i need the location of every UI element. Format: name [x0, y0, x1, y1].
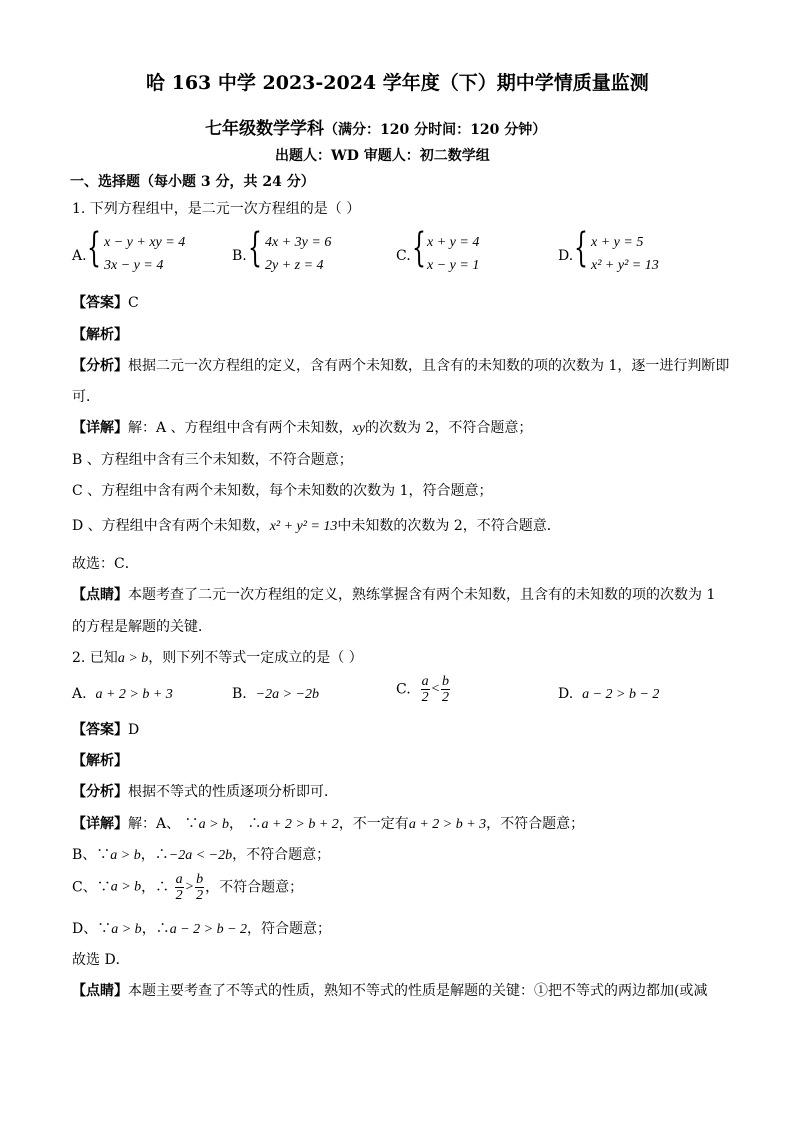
text: 的次数为 2，不符合题意；: [365, 420, 533, 436]
q2-fenxi: [72, 782, 338, 802]
brace-icon: {: [574, 225, 588, 271]
math: a + 2 > b + 3: [408, 817, 487, 832]
option-label: C.: [396, 681, 411, 698]
equation: x − y + xy = 4: [104, 235, 186, 250]
math: a − 2 > b − 2: [582, 687, 660, 702]
text: ， ∴: [229, 816, 262, 832]
q2-answer: [72, 720, 139, 740]
math: a + 2 > b + 3: [95, 687, 173, 702]
authors-line: 出题人：WD 审题人：初二数学组: [275, 148, 490, 164]
text: ，∴: [140, 847, 169, 863]
q1-choose: 故选：C．: [72, 556, 139, 572]
text: ，不符合题意；: [205, 879, 304, 896]
option-label: C.: [396, 248, 411, 264]
text: ，符合题意；: [247, 921, 332, 937]
math: a − 2 > b − 2: [169, 922, 248, 937]
option-label: B.: [232, 248, 247, 264]
option-label: A.: [72, 686, 87, 702]
q2-detail-b: [72, 845, 330, 866]
numerator: b: [442, 674, 450, 689]
text: ，不符合题意；: [486, 816, 585, 832]
q1-stem: 1. 下列方程组中，是二元一次方程组的是（ ）: [72, 201, 361, 217]
q1-dianjing-cont: 的方程是解题的关键．: [72, 619, 212, 635]
fenxi-tag: 【分析】: [72, 784, 128, 800]
fraction: [421, 674, 430, 705]
operator: <: [430, 681, 441, 697]
q2-detail-c: [72, 872, 303, 903]
equation: 3x − y = 4: [104, 258, 164, 273]
fraction: [441, 674, 450, 705]
text: 解：A 、方程组中含有两个未知数，: [128, 420, 353, 436]
q1-detail-d: [72, 516, 561, 537]
q1-detail-c: C 、方程组中含有两个未知数，每个未知数的次数为 1，符合题意；: [72, 483, 493, 499]
q1-dianjing: [72, 585, 715, 605]
q1-detail-a: [72, 418, 532, 439]
fraction: [175, 872, 184, 903]
dianjing-tag: 【点睛】: [72, 587, 128, 603]
numerator: b: [196, 872, 204, 887]
math: xy: [352, 421, 365, 436]
exam-note: （满分：120 分时间：120 分钟）: [324, 122, 547, 138]
dianjing-text: 本题主要考查了不等式的性质，熟知不等式的性质是解题的关键：①把不等式的两边都加(或减: [128, 983, 708, 999]
option-label: D.: [558, 248, 574, 264]
text: 2. 已知: [72, 650, 118, 666]
denominator: 2: [421, 690, 429, 705]
math: a > b: [111, 922, 142, 937]
q1-fenxi: [72, 356, 729, 376]
fenxi-text: 根据不等式的性质逐项分析即可．: [128, 784, 338, 800]
math: −2a > −2b: [255, 687, 319, 702]
subject-title: 七年级数学学科: [205, 119, 324, 139]
denominator: 2: [196, 888, 204, 903]
text: ，∴: [141, 879, 170, 896]
answer-value: C: [128, 295, 139, 311]
brace-icon: {: [248, 225, 262, 271]
q1-fenxi-cont: 可．: [72, 389, 100, 405]
detail-tag: 【详解】: [72, 420, 128, 436]
brace-icon: {: [87, 225, 101, 271]
option-label: B.: [232, 686, 247, 702]
denominator: 2: [175, 888, 183, 903]
equation: x² + y² = 13: [591, 258, 659, 273]
q2-option-c: [396, 674, 451, 705]
math: a > b: [198, 817, 230, 832]
answer-tag: 【答案】: [72, 722, 128, 738]
q2-analysis-tag: 【解析】: [72, 753, 128, 769]
dianjing-text: 本题考查了二元一次方程组的定义，熟练掌握含有两个未知数，且含有的未知数的项的次数为 1: [128, 587, 716, 603]
q1-detail-b: B 、方程组中含有三个未知数，不符合题意；: [72, 452, 353, 468]
page-subtitle: [205, 114, 546, 139]
q2-choose: 故选 D．: [72, 952, 130, 968]
fenxi-text: 根据二元一次方程组的定义，含有两个未知数，且含有的未知数的项的次数为 1，逐一进行判断即: [128, 358, 730, 374]
math: a > b: [110, 848, 141, 863]
option-label: D.: [558, 686, 574, 702]
q1-answer: [72, 293, 139, 313]
q2-detail-d: [72, 919, 331, 940]
fraction: [195, 872, 204, 903]
q2-dianjing: [72, 981, 707, 1001]
text: ，不符合题意；: [232, 847, 331, 863]
text: ，则下列不等式一定成立的是（ ）: [148, 650, 363, 666]
math: −2a < −2b: [168, 848, 233, 863]
option-label: A.: [72, 248, 87, 264]
text: C、∵: [72, 879, 111, 896]
q2-stem: [72, 648, 363, 669]
answer-value: D: [128, 722, 140, 738]
numerator: a: [421, 674, 429, 689]
equation: x + y = 5: [591, 235, 644, 250]
text: ，∴: [141, 921, 170, 937]
q2-option-a: [72, 684, 173, 705]
text: ，不一定有: [338, 816, 409, 832]
q1-analysis-tag: 【解析】: [72, 327, 128, 343]
brace-icon: {: [412, 225, 426, 271]
page-title: 哈 163 中学 2023-2024 学年度（下）期中学情质量监测: [146, 72, 649, 94]
text: D 、方程组中含有两个未知数，: [72, 518, 270, 534]
equation: 4x + 3y = 6: [265, 235, 332, 250]
math: a > b: [110, 879, 142, 895]
dianjing-tag: 【点睛】: [72, 983, 128, 999]
answer-tag: 【答案】: [72, 295, 128, 311]
q2-option-d: [558, 684, 659, 705]
equation: 2y + z = 4: [265, 258, 324, 273]
text: B、∵: [72, 847, 111, 863]
math: a > b: [117, 651, 149, 666]
operator: >: [184, 879, 195, 895]
math: x² + y² = 13: [269, 519, 338, 534]
equation: x + y = 4: [427, 235, 480, 250]
numerator: a: [175, 872, 183, 887]
section-heading: 一、选择题（每小题 3 分，共 24 分）: [70, 174, 315, 190]
fenxi-tag: 【分析】: [72, 358, 128, 374]
text: 解：A、 ∵: [128, 816, 199, 832]
math: a + 2 > b + 2: [261, 817, 339, 832]
denominator: 2: [442, 690, 450, 705]
q2-detail-a: [72, 814, 584, 835]
text: D、∵: [72, 921, 112, 937]
equation: x − y = 1: [427, 258, 480, 273]
detail-tag: 【详解】: [72, 816, 128, 832]
q2-option-b: [232, 684, 319, 705]
text: 中未知数的次数为 2，不符合题意．: [337, 518, 561, 534]
